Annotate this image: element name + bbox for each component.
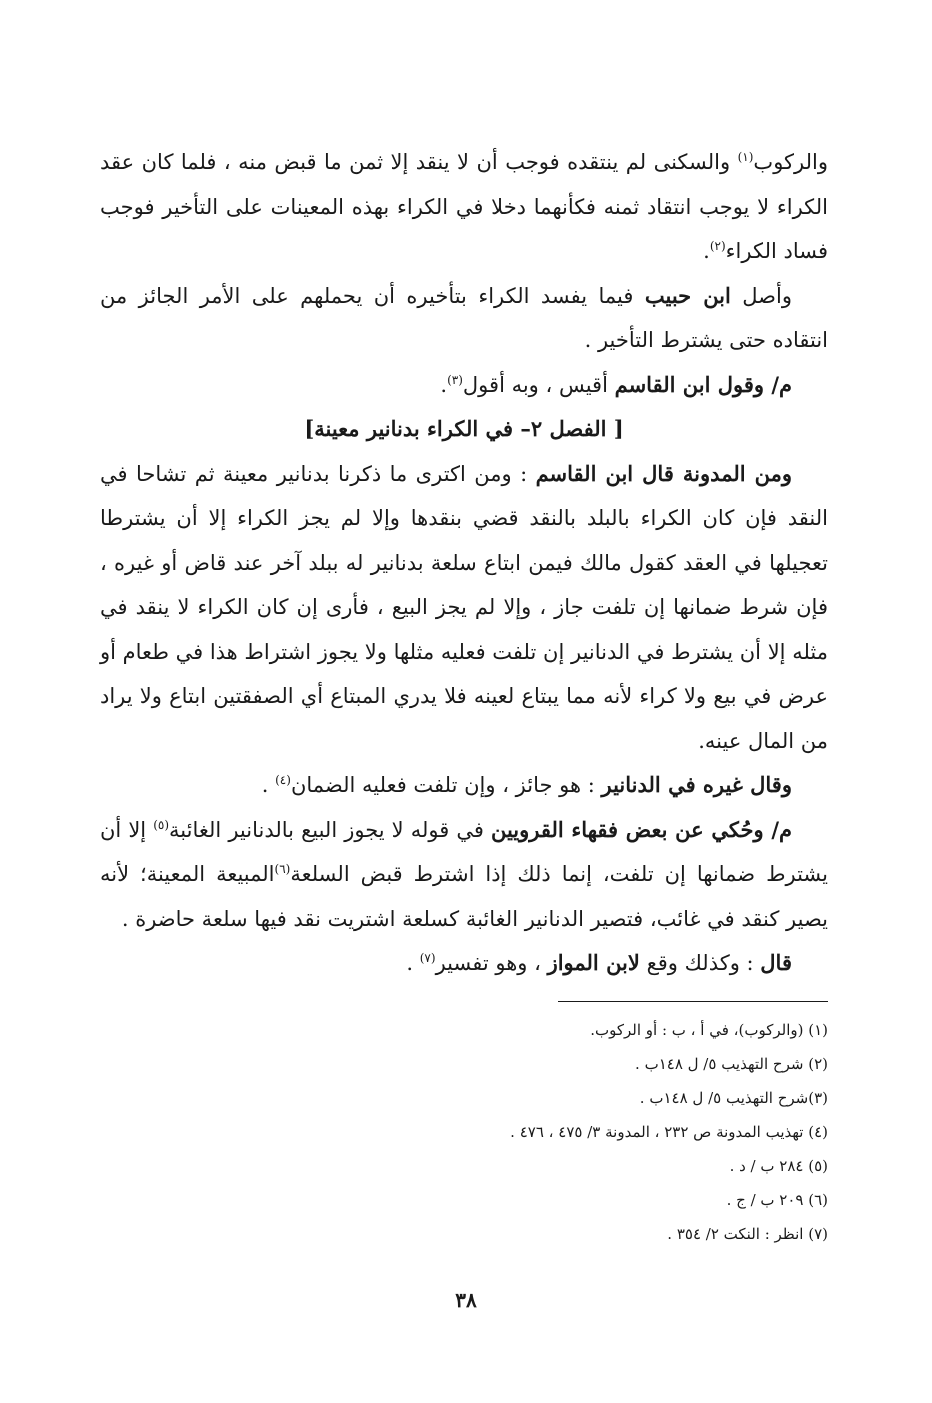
text-segment: والسكنى لم ينتقده فوجب أن لا ينقد إلا ثمن ما قبض منه ، فلما كان عقد الكراء لا يوجب انتقاد ثمنه فكأنهما دخلا في الكراء بهذه المعينات على التأخير فوجب فساد الكراء [100, 150, 828, 263]
text-segment: أقيس ، وبه أقول [462, 372, 615, 397]
paragraph-6 [100, 808, 828, 942]
text-segment: إلا أن يشترط ضمانها إن تلفت، إنما ذلك إذا اشترط قبض السلعة [100, 817, 828, 886]
text-segment: وأصل [730, 283, 792, 308]
bold-name: قال [760, 950, 792, 975]
text-segment: في قوله لا يجوز البيع بالدنانير الغائبة [169, 817, 491, 842]
page-number: ٣٨ [455, 1288, 477, 1312]
bold-name: م/ وحُكي عن بعض فقهاء القرويين [490, 816, 792, 842]
footnote-5: (٥) ٢٨٤ ب / د . [729, 1157, 828, 1175]
footnote-ref-5: (٥) [153, 817, 170, 832]
text-segment: والركوب [753, 150, 828, 174]
bold-name: لابن المواز [547, 950, 640, 975]
text-segment: ، وهو تفسير [435, 951, 548, 975]
footnotes [100, 1013, 828, 1251]
footnote-6: (٦) ٢٠٩ ب / ج . [726, 1191, 828, 1209]
footnote-4: (٤) تهذيب المدونة ص ٢٣٢ ، المدونة ٣/ ٤٧٥ ، ٤٧٦ . [510, 1123, 828, 1141]
paragraph-5 [100, 763, 828, 808]
text-segment: : وكذلك وقع [639, 951, 761, 975]
text-segment: . [440, 372, 448, 397]
footnote-1: (١) (والركوب)، في أ ، ب : أو الركوب. [590, 1021, 828, 1039]
paragraph-1 [100, 140, 828, 274]
main-text [100, 140, 828, 986]
text-segment: المبيعة المعينة؛ لأنه يصير كنقد في غائب، فتصير الدنانير الغائبة كسلعة اشتريت نقد فيها سلعة حاضرة . [100, 862, 828, 931]
footnote-7: (٧) انظر : النكت ٢/ ٣٥٤ . [667, 1225, 828, 1243]
section-heading: [ الفصل ٢– في الكراء بدنانير معينة] [304, 416, 624, 441]
paragraph-7 [100, 941, 828, 986]
footnote-ref-1: (١) [737, 150, 754, 164]
footnote-ref-4: (٤) [275, 773, 291, 787]
text-segment: : هو جائز ، وإن تلفت فعليه الضمان [290, 773, 602, 797]
text-segment: . [703, 239, 710, 263]
footnote-ref-6: (٦) [274, 862, 291, 876]
paragraph-2 [100, 274, 828, 363]
footnote-divider [558, 1001, 828, 1002]
footnote-ref-3: (٣) [447, 372, 463, 387]
bold-name: ومن المدونة قال ابن القاسم [535, 460, 792, 486]
footnote-3: (٣)شرح التهذيب ٥/ ل ١٤٨ب . [639, 1089, 828, 1107]
bold-name: وقال غيره في الدنانير [601, 772, 792, 797]
footnote-2: (٢) شرح التهذيب ٥/ ل ١٤٨ب . [635, 1055, 828, 1073]
text-segment: فيما يفسد الكراء بتأخيره أن يحملهم على الأمر الجائز من انتقاده حتى يشترط التأخير . [100, 283, 828, 352]
bold-name: م/ وقول ابن القاسم [614, 371, 792, 397]
text-segment: : ومن اكترى ما ذكرنا بدنانير معينة ثم تشاحا في النقد فإن كان الكراء بالبلد بالنقد قضي بنقدها وإلا لم يجز الكراء إلا أن يشترطا تعجيلها في العقد كقول مالك فيمن ابتاع سلعة بدنانير له ببلد آخر عند قاض أو غيره ، فإن شرط ضمانها إن تلفت جاز ، وإلا لم يجز البيع ، فأرى إن كان الكراء لا ينقد في مثله إلا أن يشترط في الدنانير إن تلفت فعليه مثلها ولا يجوز اشتراط هذا في طعام أو عرض في بيع ولا كراء لأنه مما يبتاع لعينه فلا يدري المبتاع أي الصفقتين ابتاع ولا يراد من المال عينه. [100, 461, 828, 753]
bold-name: ابن حبيب [644, 282, 731, 308]
text-segment: . [261, 773, 276, 797]
footnote-ref-7: (٧) [419, 951, 436, 965]
paragraph-3 [100, 363, 828, 408]
text-segment: . [406, 951, 420, 975]
footnote-ref-2: (٢) [709, 239, 726, 253]
paragraph-4 [100, 452, 828, 764]
